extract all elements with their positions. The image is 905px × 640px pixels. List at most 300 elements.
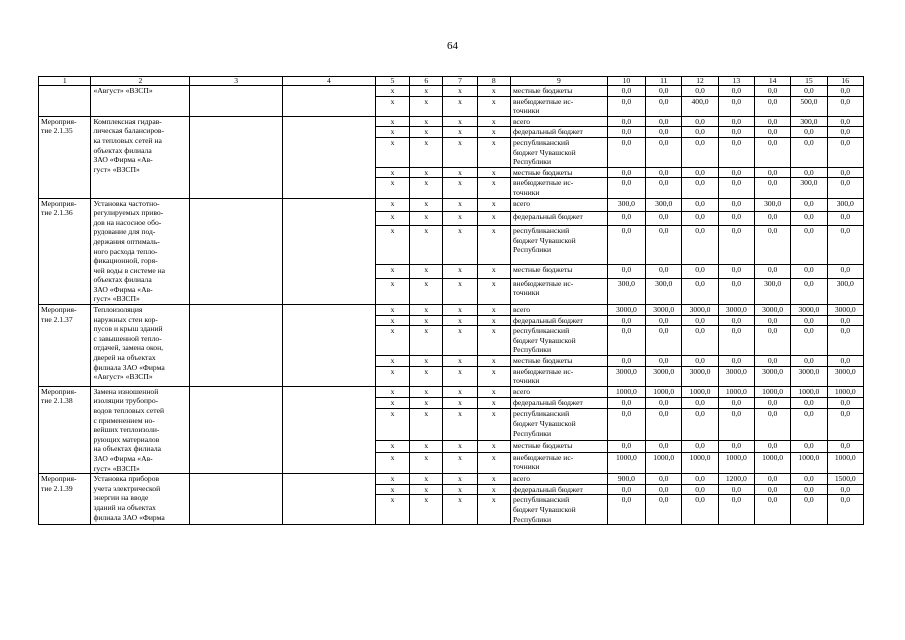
funding-source: федеральный бюджет <box>510 127 607 138</box>
amount-cell: 300,0 <box>754 278 790 304</box>
amount-cell: 0,0 <box>646 484 682 495</box>
amount-cell: 3000,0 <box>827 305 863 316</box>
amount-cell: 0,0 <box>682 441 718 452</box>
header-cell: 16 <box>827 77 863 86</box>
amount-cell: 0,0 <box>646 178 682 198</box>
code-cell: х <box>410 441 443 452</box>
amount-cell: 0,0 <box>607 441 645 452</box>
amount-cell: 0,0 <box>827 212 863 226</box>
budget-table <box>38 76 864 525</box>
executor-cell <box>190 474 283 525</box>
code-cell: х <box>375 278 409 304</box>
participant-cell <box>283 305 376 387</box>
amount-cell: 400,0 <box>682 96 718 116</box>
header-row <box>39 77 864 86</box>
amount-cell: 0,0 <box>827 356 863 367</box>
amount-cell: 0,0 <box>754 226 790 265</box>
amount-cell: 0,0 <box>791 278 827 304</box>
code-cell: х <box>477 452 510 474</box>
amount-cell: 1000,0 <box>718 386 754 397</box>
code-cell: х <box>477 305 510 316</box>
code-cell: х <box>410 495 443 525</box>
code-cell: х <box>375 484 409 495</box>
amount-cell: 0,0 <box>682 495 718 525</box>
amount-cell: 0,0 <box>791 495 827 525</box>
code-cell: х <box>410 305 443 316</box>
code-cell: х <box>375 315 409 326</box>
amount-cell: 0,0 <box>718 86 754 97</box>
header-cell: 9 <box>510 77 607 86</box>
code-cell: х <box>375 137 409 167</box>
code-cell: х <box>443 178 477 198</box>
amount-cell: 3000,0 <box>827 366 863 386</box>
code-cell: х <box>375 167 409 178</box>
code-cell: х <box>375 96 409 116</box>
code-cell: х <box>443 484 477 495</box>
header-cell: 8 <box>477 77 510 86</box>
participant-cell <box>283 474 376 525</box>
code-cell: х <box>410 86 443 97</box>
amount-cell: 0,0 <box>754 116 790 127</box>
amount-cell: 0,0 <box>646 326 682 356</box>
amount-cell: 0,0 <box>718 441 754 452</box>
table-row <box>39 386 864 397</box>
code-cell: х <box>477 167 510 178</box>
amount-cell: 0,0 <box>791 356 827 367</box>
code-cell: х <box>410 96 443 116</box>
amount-cell: 1000,0 <box>827 452 863 474</box>
amount-cell: 3000,0 <box>646 366 682 386</box>
code-cell: х <box>443 305 477 316</box>
amount-cell: 0,0 <box>646 495 682 525</box>
amount-cell: 0,0 <box>718 278 754 304</box>
amount-cell: 0,0 <box>791 398 827 409</box>
amount-cell: 3000,0 <box>791 305 827 316</box>
amount-cell: 0,0 <box>718 116 754 127</box>
code-cell: х <box>443 495 477 525</box>
amount-cell: 0,0 <box>827 116 863 127</box>
code-cell: х <box>375 474 409 485</box>
amount-cell: 300,0 <box>646 198 682 212</box>
amount-cell: 300,0 <box>827 198 863 212</box>
amount-cell: 0,0 <box>718 212 754 226</box>
amount-cell: 0,0 <box>607 212 645 226</box>
page-number: 64 <box>447 40 458 52</box>
funding-source: федеральный бюджет <box>510 398 607 409</box>
code-cell: х <box>477 137 510 167</box>
amount-cell: 1000,0 <box>718 452 754 474</box>
amount-cell: 0,0 <box>791 264 827 278</box>
code-cell: х <box>375 212 409 226</box>
code-cell: х <box>410 127 443 138</box>
funding-source: местные бюджеты <box>510 167 607 178</box>
funding-source: внебюджетные ис- точники <box>510 178 607 198</box>
code-cell: х <box>477 356 510 367</box>
amount-cell: 0,0 <box>791 167 827 178</box>
header-cell: 1 <box>39 77 91 86</box>
amount-cell: 0,0 <box>754 212 790 226</box>
header-cell: 4 <box>283 77 376 86</box>
code-cell: х <box>443 96 477 116</box>
amount-cell: 0,0 <box>607 86 645 97</box>
amount-cell: 0,0 <box>791 226 827 265</box>
amount-cell: 0,0 <box>754 96 790 116</box>
amount-cell: 0,0 <box>791 474 827 485</box>
amount-cell: 0,0 <box>682 137 718 167</box>
funding-source: всего <box>510 305 607 316</box>
amount-cell: 0,0 <box>754 127 790 138</box>
measure-id: Мероприя- тие 2.1.37 <box>39 305 91 387</box>
code-cell: х <box>477 326 510 356</box>
code-cell: х <box>410 398 443 409</box>
amount-cell: 0,0 <box>718 409 754 441</box>
measure-description: Установка приборов учета электрической энергии на вводе зданий на объектах филиала ЗАО «Фирма <box>91 474 190 525</box>
amount-cell: 0,0 <box>682 409 718 441</box>
amount-cell: 0,0 <box>791 198 827 212</box>
amount-cell: 0,0 <box>791 86 827 97</box>
amount-cell: 0,0 <box>827 495 863 525</box>
amount-cell: 0,0 <box>607 127 645 138</box>
amount-cell: 0,0 <box>827 226 863 265</box>
amount-cell: 3000,0 <box>607 305 645 316</box>
code-cell: х <box>443 366 477 386</box>
amount-cell: 0,0 <box>754 167 790 178</box>
amount-cell: 0,0 <box>754 474 790 485</box>
code-cell: х <box>477 484 510 495</box>
amount-cell: 0,0 <box>646 167 682 178</box>
amount-cell: 0,0 <box>646 127 682 138</box>
code-cell: х <box>375 495 409 525</box>
amount-cell: 1200,0 <box>718 474 754 485</box>
funding-source: республиканский бюджет Чувашской Республики <box>510 495 607 525</box>
amount-cell: 0,0 <box>827 264 863 278</box>
funding-source: всего <box>510 198 607 212</box>
amount-cell: 500,0 <box>791 96 827 116</box>
code-cell: х <box>375 198 409 212</box>
code-cell: х <box>410 226 443 265</box>
amount-cell: 0,0 <box>607 116 645 127</box>
amount-cell: 3000,0 <box>754 305 790 316</box>
amount-cell: 0,0 <box>754 264 790 278</box>
amount-cell: 1000,0 <box>827 386 863 397</box>
amount-cell: 1000,0 <box>682 452 718 474</box>
code-cell: х <box>375 178 409 198</box>
amount-cell: 3000,0 <box>718 305 754 316</box>
code-cell: х <box>443 226 477 265</box>
amount-cell: 0,0 <box>791 137 827 167</box>
funding-source: всего <box>510 474 607 485</box>
amount-cell: 0,0 <box>827 167 863 178</box>
amount-cell: 0,0 <box>718 127 754 138</box>
amount-cell: 0,0 <box>607 96 645 116</box>
amount-cell: 0,0 <box>718 315 754 326</box>
code-cell: х <box>375 226 409 265</box>
code-cell: х <box>477 386 510 397</box>
amount-cell: 0,0 <box>682 278 718 304</box>
table-row <box>39 86 864 97</box>
amount-cell: 0,0 <box>607 315 645 326</box>
amount-cell: 0,0 <box>754 178 790 198</box>
amount-cell: 0,0 <box>791 326 827 356</box>
amount-cell: 0,0 <box>754 398 790 409</box>
amount-cell: 0,0 <box>682 167 718 178</box>
code-cell: х <box>443 315 477 326</box>
amount-cell: 300,0 <box>791 178 827 198</box>
code-cell: х <box>443 452 477 474</box>
measure-id: Мероприя- тие 2.1.39 <box>39 474 91 525</box>
amount-cell: 0,0 <box>754 137 790 167</box>
code-cell: х <box>375 441 409 452</box>
amount-cell: 0,0 <box>827 441 863 452</box>
code-cell: х <box>477 116 510 127</box>
participant-cell <box>283 86 376 117</box>
amount-cell: 0,0 <box>607 398 645 409</box>
funding-source: республиканский бюджет Чувашской Республики <box>510 326 607 356</box>
code-cell: х <box>410 178 443 198</box>
amount-cell: 1000,0 <box>607 386 645 397</box>
amount-cell: 0,0 <box>791 409 827 441</box>
measure-description: Замена изношенной изоляции трубопро- водов тепловых сетей с применением но- вейших теплоизоли- рующих материалов на объектах филиала ЗАО «Фирма «Ав- густ» «ВЗСП» <box>91 386 190 473</box>
amount-cell: 0,0 <box>791 315 827 326</box>
header-cell: 10 <box>607 77 645 86</box>
amount-cell: 0,0 <box>791 484 827 495</box>
code-cell: х <box>375 264 409 278</box>
code-cell: х <box>410 474 443 485</box>
amount-cell: 0,0 <box>827 86 863 97</box>
amount-cell: 0,0 <box>827 326 863 356</box>
executor-cell <box>190 198 283 305</box>
amount-cell: 0,0 <box>718 96 754 116</box>
amount-cell: 1000,0 <box>646 386 682 397</box>
amount-cell: 300,0 <box>827 278 863 304</box>
amount-cell: 0,0 <box>718 326 754 356</box>
code-cell: х <box>410 264 443 278</box>
measure-id: Мероприя- тие 2.1.36 <box>39 198 91 305</box>
amount-cell: 0,0 <box>682 474 718 485</box>
measure-description: «Август» «ВЗСП» <box>91 86 190 117</box>
amount-cell: 0,0 <box>646 398 682 409</box>
code-cell: х <box>477 474 510 485</box>
header-cell: 13 <box>718 77 754 86</box>
code-cell: х <box>375 86 409 97</box>
amount-cell: 0,0 <box>646 226 682 265</box>
code-cell: х <box>375 305 409 316</box>
header-cell: 11 <box>646 77 682 86</box>
amount-cell: 300,0 <box>607 198 645 212</box>
code-cell: х <box>477 495 510 525</box>
funding-source: внебюджетные ис- точники <box>510 452 607 474</box>
code-cell: х <box>443 474 477 485</box>
funding-source: местные бюджеты <box>510 356 607 367</box>
amount-cell: 0,0 <box>682 356 718 367</box>
amount-cell: 0,0 <box>682 127 718 138</box>
amount-cell: 0,0 <box>607 356 645 367</box>
amount-cell: 0,0 <box>718 264 754 278</box>
amount-cell: 0,0 <box>682 178 718 198</box>
code-cell: х <box>477 226 510 265</box>
amount-cell: 1000,0 <box>646 452 682 474</box>
code-cell: х <box>410 116 443 127</box>
funding-source: местные бюджеты <box>510 86 607 97</box>
amount-cell: 0,0 <box>682 212 718 226</box>
code-cell: х <box>410 366 443 386</box>
participant-cell <box>283 116 376 198</box>
code-cell: х <box>477 409 510 441</box>
code-cell: х <box>443 137 477 167</box>
participant-cell <box>283 198 376 305</box>
code-cell: х <box>443 212 477 226</box>
amount-cell: 0,0 <box>791 441 827 452</box>
funding-source: внебюджетные ис- точники <box>510 96 607 116</box>
amount-cell: 0,0 <box>827 96 863 116</box>
code-cell: х <box>477 198 510 212</box>
executor-cell <box>190 86 283 117</box>
amount-cell: 0,0 <box>754 495 790 525</box>
amount-cell: 300,0 <box>791 116 827 127</box>
amount-cell: 3000,0 <box>791 366 827 386</box>
amount-cell: 0,0 <box>718 226 754 265</box>
amount-cell: 0,0 <box>718 484 754 495</box>
amount-cell: 300,0 <box>646 278 682 304</box>
amount-cell: 300,0 <box>607 278 645 304</box>
code-cell: х <box>410 484 443 495</box>
code-cell: х <box>443 264 477 278</box>
amount-cell: 1000,0 <box>607 452 645 474</box>
amount-cell: 0,0 <box>646 137 682 167</box>
amount-cell: 0,0 <box>754 484 790 495</box>
amount-cell: 3000,0 <box>754 366 790 386</box>
funding-source: республиканский бюджет Чувашской Республики <box>510 409 607 441</box>
code-cell: х <box>477 278 510 304</box>
amount-cell: 0,0 <box>718 495 754 525</box>
amount-cell: 0,0 <box>682 398 718 409</box>
amount-cell: 0,0 <box>754 315 790 326</box>
code-cell: х <box>410 452 443 474</box>
code-cell: х <box>375 398 409 409</box>
code-cell: х <box>375 409 409 441</box>
amount-cell: 0,0 <box>646 409 682 441</box>
funding-source: республиканский бюджет Чувашской Республики <box>510 137 607 167</box>
amount-cell: 0,0 <box>607 484 645 495</box>
code-cell: х <box>477 86 510 97</box>
amount-cell: 0,0 <box>718 167 754 178</box>
amount-cell: 0,0 <box>607 137 645 167</box>
amount-cell: 0,0 <box>682 264 718 278</box>
amount-cell: 0,0 <box>607 178 645 198</box>
funding-source: федеральный бюджет <box>510 484 607 495</box>
amount-cell: 0,0 <box>646 116 682 127</box>
amount-cell: 0,0 <box>718 178 754 198</box>
amount-cell: 0,0 <box>827 178 863 198</box>
amount-cell: 0,0 <box>754 356 790 367</box>
amount-cell: 0,0 <box>827 137 863 167</box>
amount-cell: 0,0 <box>827 398 863 409</box>
code-cell: х <box>443 356 477 367</box>
code-cell: х <box>443 398 477 409</box>
code-cell: х <box>410 326 443 356</box>
amount-cell: 0,0 <box>682 116 718 127</box>
funding-source: местные бюджеты <box>510 264 607 278</box>
amount-cell: 0,0 <box>827 315 863 326</box>
measure-id <box>39 86 91 117</box>
amount-cell: 0,0 <box>682 484 718 495</box>
code-cell: х <box>375 356 409 367</box>
code-cell: х <box>410 278 443 304</box>
code-cell: х <box>477 366 510 386</box>
amount-cell: 0,0 <box>646 315 682 326</box>
header-cell: 5 <box>375 77 409 86</box>
amount-cell: 0,0 <box>607 495 645 525</box>
code-cell: х <box>477 127 510 138</box>
code-cell: х <box>443 409 477 441</box>
code-cell: х <box>410 356 443 367</box>
code-cell: х <box>410 212 443 226</box>
amount-cell: 1500,0 <box>827 474 863 485</box>
amount-cell: 0,0 <box>718 198 754 212</box>
amount-cell: 0,0 <box>607 264 645 278</box>
code-cell: х <box>443 278 477 304</box>
code-cell: х <box>410 409 443 441</box>
code-cell: х <box>375 452 409 474</box>
code-cell: х <box>375 366 409 386</box>
code-cell: х <box>443 116 477 127</box>
code-cell: х <box>477 212 510 226</box>
funding-source: внебюджетные ис- точники <box>510 366 607 386</box>
header-cell: 15 <box>791 77 827 86</box>
amount-cell: 1000,0 <box>754 452 790 474</box>
header-cell: 3 <box>190 77 283 86</box>
amount-cell: 3000,0 <box>682 366 718 386</box>
amount-cell: 3000,0 <box>718 366 754 386</box>
code-cell: х <box>375 127 409 138</box>
amount-cell: 0,0 <box>754 326 790 356</box>
executor-cell <box>190 116 283 198</box>
amount-cell: 0,0 <box>791 212 827 226</box>
amount-cell: 1000,0 <box>791 386 827 397</box>
header-cell: 6 <box>410 77 443 86</box>
code-cell: х <box>477 315 510 326</box>
funding-source: федеральный бюджет <box>510 212 607 226</box>
amount-cell: 1000,0 <box>791 452 827 474</box>
amount-cell: 900,0 <box>607 474 645 485</box>
code-cell: х <box>443 441 477 452</box>
table-row <box>39 305 864 316</box>
table-row <box>39 116 864 127</box>
table-row <box>39 474 864 485</box>
amount-cell: 0,0 <box>827 409 863 441</box>
funding-source: федеральный бюджет <box>510 315 607 326</box>
participant-cell <box>283 386 376 473</box>
code-cell: х <box>410 386 443 397</box>
amount-cell: 1000,0 <box>682 386 718 397</box>
code-cell: х <box>410 315 443 326</box>
amount-cell: 3000,0 <box>607 366 645 386</box>
code-cell: х <box>477 398 510 409</box>
funding-source: республиканский бюджет Чувашской Республики <box>510 226 607 265</box>
header-cell: 14 <box>754 77 790 86</box>
amount-cell: 0,0 <box>607 326 645 356</box>
funding-source: местные бюджеты <box>510 441 607 452</box>
code-cell: х <box>443 198 477 212</box>
code-cell: х <box>477 441 510 452</box>
amount-cell: 0,0 <box>646 264 682 278</box>
amount-cell: 0,0 <box>827 127 863 138</box>
amount-cell: 0,0 <box>646 474 682 485</box>
executor-cell <box>190 386 283 473</box>
amount-cell: 0,0 <box>682 315 718 326</box>
code-cell: х <box>410 137 443 167</box>
amount-cell: 0,0 <box>718 356 754 367</box>
